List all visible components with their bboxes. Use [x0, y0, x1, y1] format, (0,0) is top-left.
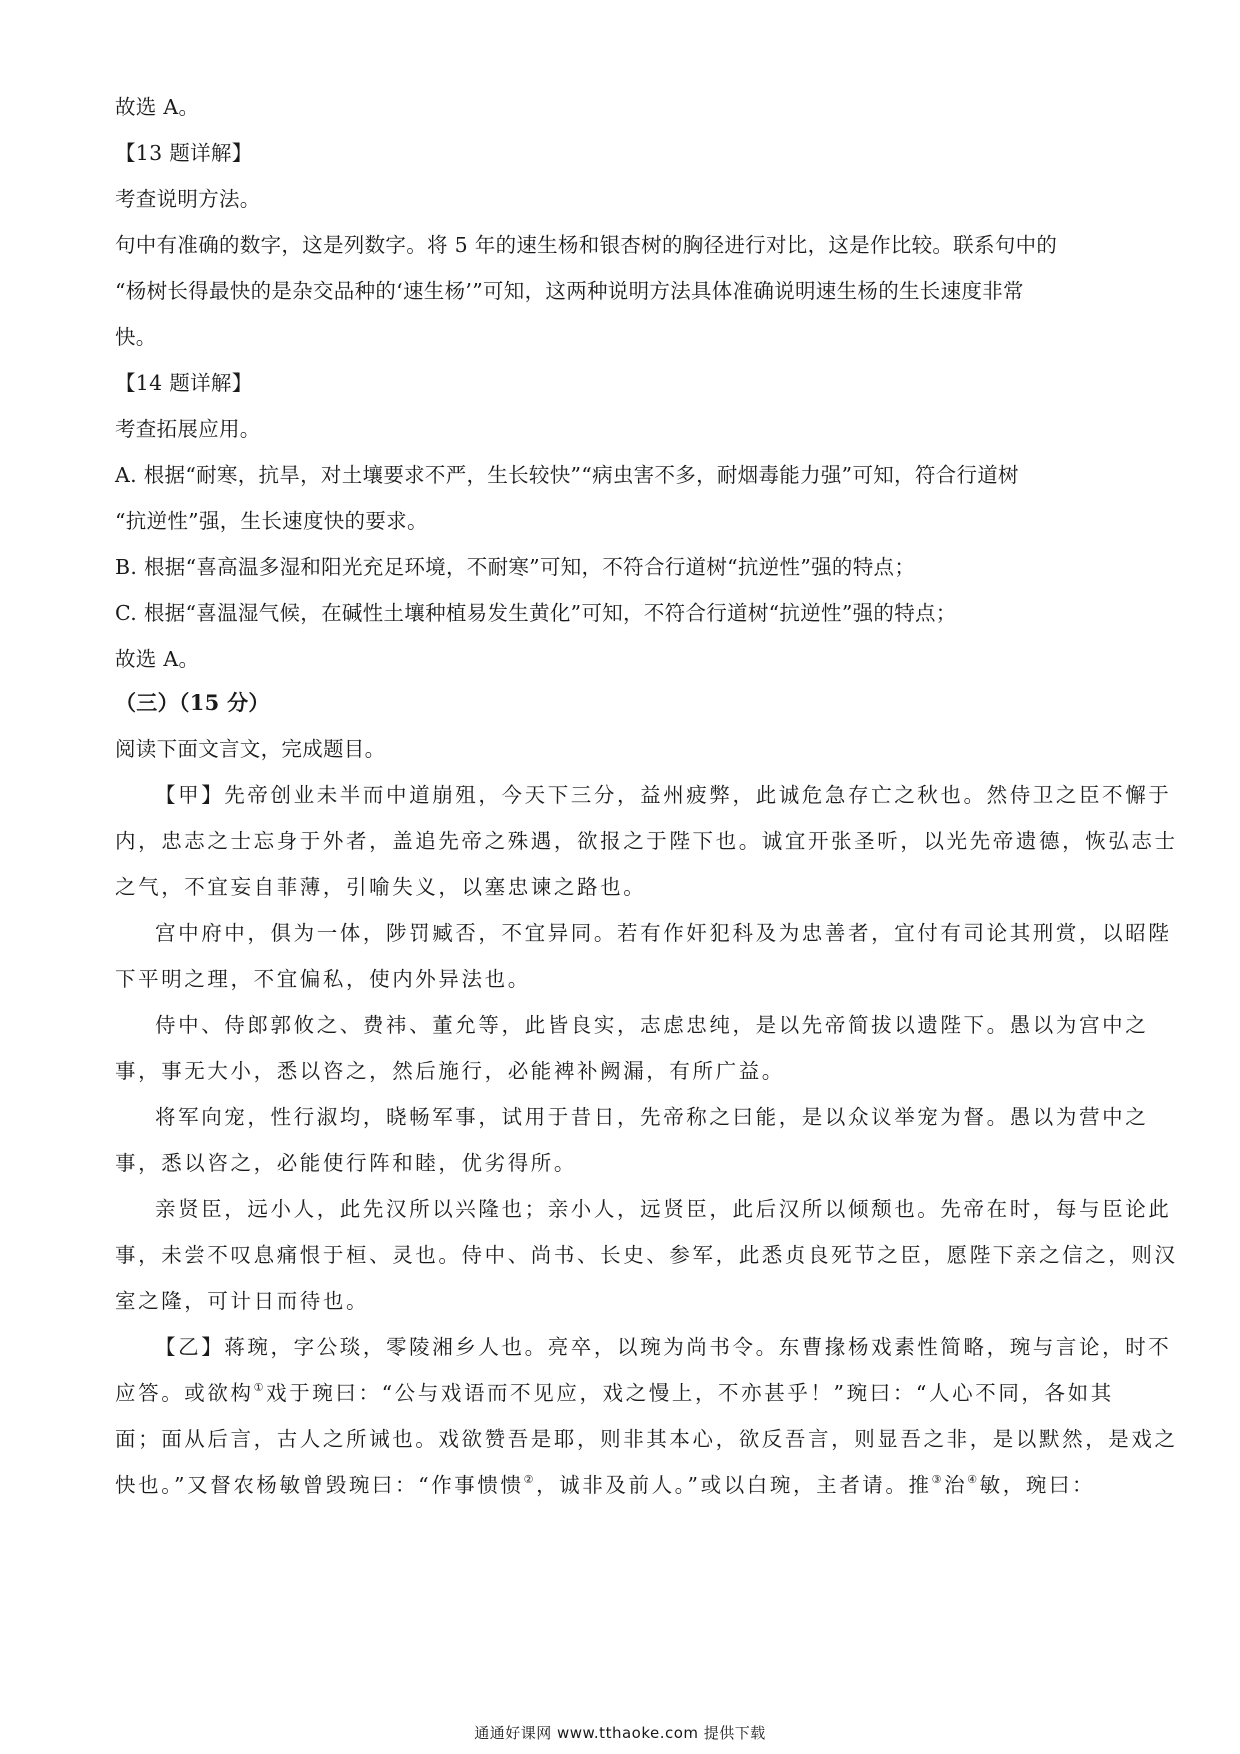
classical-text-line: 室之隆，可计日而待也。 — [115, 1289, 370, 1313]
classical-text-line: 应答。或欲构①戏于琬曰：“公与戏语而不见应，戏之慢上，不亦甚乎！”琬曰：“人心不同，各如其 — [115, 1381, 1114, 1405]
classical-text-line: 【乙】蒋琬，字公琰，零陵湘乡人也。亮卒，以琬为尚书令。东曹掾杨戏素性简略，琬与言论，时不 — [155, 1335, 1172, 1359]
question-14-heading: 【14 题详解】 — [115, 371, 253, 395]
footer-watermark: 通通好课网 www.tthaoke.com 提供下载 — [474, 1724, 766, 1742]
text-line: 考查说明方法。 — [115, 187, 261, 211]
classical-text-line: 快也。”又督农杨敏曾毁琬曰：“作事愦愦②，诚非及前人。”或以白琬，主者请。推③治④敏，琬曰： — [115, 1473, 1096, 1497]
classical-text-line: 将军向宠，性行淑均，晓畅军事，试用于昔日，先帝称之曰能，是以众议举宠为督。愚以为营中之 — [155, 1105, 1149, 1129]
classical-text-line: 【甲】先帝创业未半而中道崩殂，今天下三分，益州疲弊，此诚危急存亡之秋也。然侍卫之臣不懈于 — [155, 783, 1172, 807]
footnote-marker: ③ — [931, 1473, 945, 1486]
section-heading: （三）（15 分） — [115, 690, 270, 715]
text-line: “抗逆性”强，生长速度快的要求。 — [115, 509, 428, 533]
option-c-line: C. 根据“喜温湿气候，在碱性土壤种植易发生黄化”可知，不符合行道树“抗逆性”强的特点； — [115, 601, 957, 625]
classical-text-line: 亲贤臣，远小人，此先汉所以兴隆也；亲小人，远贤臣，此后汉所以倾颓也。先帝在时，每与臣论此 — [155, 1197, 1172, 1221]
question-13-heading: 【13 题详解】 — [115, 141, 253, 165]
classical-text-line: 下平明之理，不宜偏私，使内外异法也。 — [115, 967, 531, 991]
text-line: 快。 — [115, 325, 157, 349]
classical-text-line: 侍中、侍郎郭攸之、费祎、董允等，此皆良实，志虑忠纯，是以先帝简拔以遗陛下。愚以为宫中之 — [155, 1013, 1149, 1037]
classical-text-line: 面；面从后言，古人之所诫也。戏欲赞吾是耶，则非其本心，欲反吾言，则显吾之非，是以默然，是戏之 — [115, 1427, 1178, 1451]
classical-text-line: 事，事无大小，悉以咨之，然后施行，必能裨补阙漏，有所广益。 — [115, 1059, 785, 1083]
classical-text-line: 事，未尝不叹息痛恨于桓、灵也。侍中、尚书、长史、参军，此悉贞良死节之臣，愿陛下亲之信之，则汉 — [115, 1243, 1178, 1267]
text-line: “杨树长得最快的是杂交品种的‘速生杨’”可知，这两种说明方法具体准确说明速生杨的生长速度非常 — [115, 279, 1024, 303]
text-line: 阅读下面文言文，完成题目。 — [115, 737, 386, 761]
classical-text-line: 之气，不宜妄自菲薄，引喻失义，以塞忠谏之路也。 — [115, 875, 647, 899]
classical-text-line: 事，悉以咨之，必能使行阵和睦，优劣得所。 — [115, 1151, 577, 1175]
text-line: 考查拓展应用。 — [115, 417, 261, 441]
option-a-line: A. 根据“耐寒，抗旱，对土壤要求不严，生长较快”“病虫害不多，耐烟毒能力强”可知，符合行道树 — [115, 463, 1019, 487]
option-b-line: B. 根据“喜高温多湿和阳光充足环境，不耐寒”可知，不符合行道树“抗逆性”强的特点； — [115, 555, 916, 579]
footnote-marker: ④ — [967, 1473, 980, 1486]
classical-text-line: 宫中府中，俱为一体，陟罚臧否，不宜异同。若有作奸犯科及为忠善者，宜付有司论其刑赏，以昭陛 — [155, 921, 1172, 945]
classical-text-line: 内，忠志之士忘身于外者，盖追先帝之殊遇，欲报之于陛下也。诚宜开张圣听，以光先帝遗德，恢弘志士 — [115, 829, 1178, 853]
footnote-marker: ① — [253, 1381, 267, 1394]
text-line: 故选 A。 — [115, 647, 200, 671]
footnote-marker: ② — [523, 1473, 537, 1486]
text-line: 句中有准确的数字，这是列数字。将 5 年的速生杨和银杏树的胸径进行对比，这是作比较。联系句中的 — [115, 233, 1058, 257]
text-line: 故选 A。 — [115, 95, 200, 119]
